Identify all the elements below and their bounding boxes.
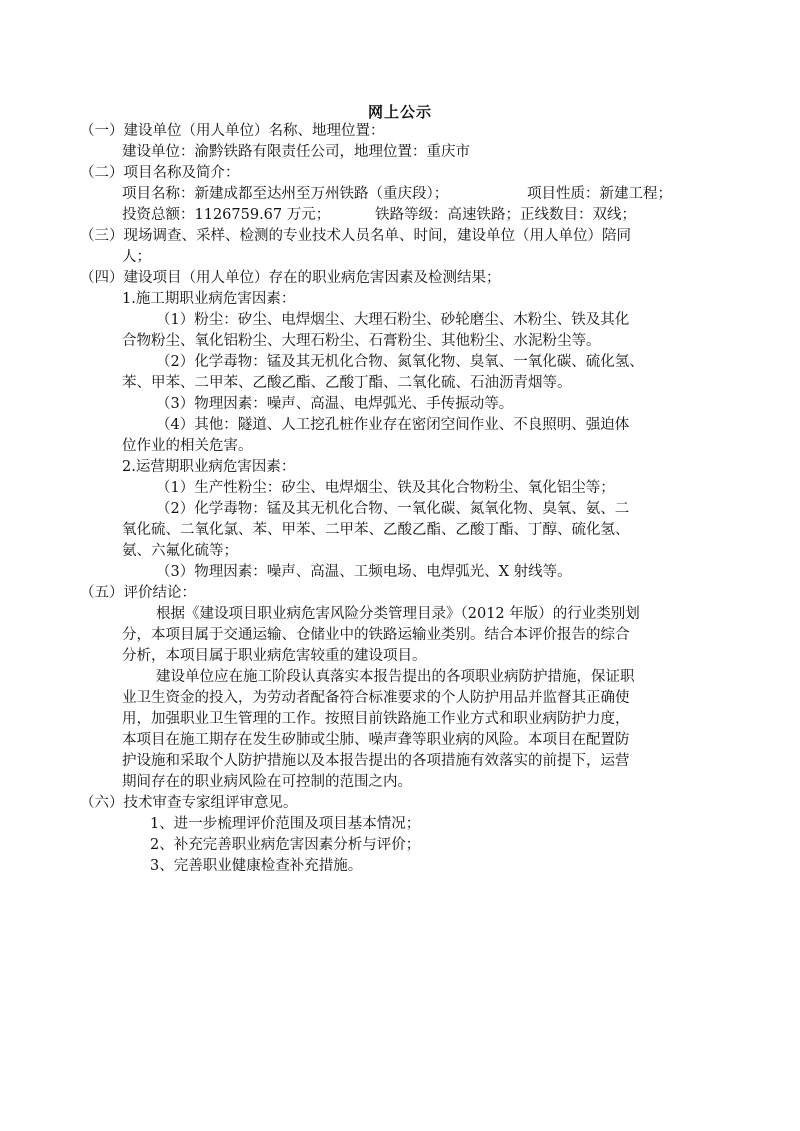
operation-chem-line1: （2）化学毒物：锰及其无机化合物、一氧化碳、氮氧化物、臭氧、氨、二 <box>156 501 630 517</box>
conclusion-para2-line5: 护设施和采取个人防护措施以及本报告提出的各项措施有效落实的前提下，运营 <box>122 753 630 769</box>
conclusion-para1-line3: 分析，本项目属于职业病危害较重的建设项目。 <box>122 648 427 664</box>
conclusion-para1-line1: 根据《建设项目职业病危害风险分类管理目录》（2012 年版）的行业类别划 <box>156 606 640 622</box>
construction-dust-line1: （1）粉尘：矽尘、电焊烟尘、大理石粉尘、砂轮磨尘、木粉尘、铁及其化 <box>156 312 630 328</box>
section-1-heading: （一）建设单位（用人单位）名称、地理位置： <box>80 123 385 139</box>
section-6-heading: （六）技术审查专家组评审意见。 <box>80 795 298 811</box>
operation-physical: （3）物理因素：噪声、高温、工频电场、电焊弧光、X 射线等。 <box>156 564 572 580</box>
operation-dust: （1）生产性粉尘：矽尘、电焊烟尘、铁及其化合物粉尘、氧化铝尘等； <box>156 480 615 496</box>
operation-chem-line2: 氧化硫、二氧化氯、苯、甲苯、二甲苯、乙酸乙酯、乙酸丁酯、丁醇、硫化氢、 <box>122 522 630 538</box>
conclusion-para2-line2: 业卫生资金的投入，为劳动者配备符合标准要求的个人防护用品并监督其正确使 <box>122 690 630 706</box>
project-name: 项目名称：新建成都至达州至万州铁路（重庆段）； <box>122 186 449 202</box>
page-title: 网上公示 <box>367 103 432 121</box>
section-2-heading: （二）项目名称及简介： <box>80 165 240 181</box>
construction-physical: （3）物理因素：噪声、高温、电焊弧光、手传振动等。 <box>156 396 514 412</box>
section-4-heading: （四）建设项目（用人单位）存在的职业病危害因素及检测结果； <box>80 270 501 286</box>
railway-grade: 铁路等级：高速铁路；正线数目：双线； <box>375 207 636 223</box>
conclusion-para2-line4: 本项目在施工期存在发生矽肺或尘肺、噪声聋等职业病的风险。本项目在配置防 <box>122 732 630 748</box>
construction-other-line2: 位作业的相关危害。 <box>122 438 253 454</box>
project-nature: 项目性质：新建工程； <box>527 186 672 202</box>
conclusion-para2-line1: 建设单位应在施工阶段认真落实本报告提出的各项职业病防护措施，保证职 <box>156 669 635 685</box>
construction-chem-line1: （2）化学毒物：锰及其无机化合物、氮氧化物、臭氧、一氧化碳、硫化氢、 <box>156 354 644 370</box>
section-1-text: 建设单位：渝黔铁路有限责任公司，地理位置：重庆市 <box>122 144 470 160</box>
construction-hazards-title: 1.施工期职业病危害因素： <box>122 291 296 307</box>
construction-other-line1: （4）其他：隧道、人工挖孔桩作业存在密闭空间作业、不良照明、强迫体 <box>156 417 630 433</box>
investment-total: 投资总额：1126759.67 万元； <box>122 207 331 223</box>
operation-chem-line3: 氨、六氟化硫等； <box>122 543 238 559</box>
construction-dust-line2: 合物粉尘、氧化铝粉尘、大理石粉尘、石膏粉尘、其他粉尘、水泥粉尘等。 <box>122 333 601 349</box>
review-opinion-1: 1、进一步梳理评价范围及项目基本情况； <box>150 816 421 832</box>
conclusion-para1-line2: 分，本项目属于交通运输、仓储业中的铁路运输业类别。结合本评价报告的综合 <box>122 627 630 643</box>
conclusion-para2-line3: 用，加强职业卫生管理的工作。按照目前铁路施工作业方式和职业病防护力度， <box>122 711 630 727</box>
review-opinion-2: 2、补充完善职业病危害因素分析与评价； <box>150 837 421 853</box>
conclusion-para2-line6: 期间存在的职业病风险在可控制的范围之内。 <box>122 774 412 790</box>
operation-hazards-title: 2.运营期职业病危害因素： <box>122 459 296 475</box>
section-3-heading-cont: 人； <box>122 249 151 265</box>
review-opinion-3: 3、完善职业健康检查补充措施。 <box>150 858 363 874</box>
section-3-heading: （三）现场调查、采样、检测的专业技术人员名单、时间，建设单位（用人单位）陪同 <box>80 228 631 244</box>
construction-chem-line2: 苯、甲苯、二甲苯、乙酸乙酯、乙酸丁酯、二氧化硫、石油沥青烟等。 <box>122 375 572 391</box>
section-5-heading: （五）评价结论： <box>80 585 196 601</box>
